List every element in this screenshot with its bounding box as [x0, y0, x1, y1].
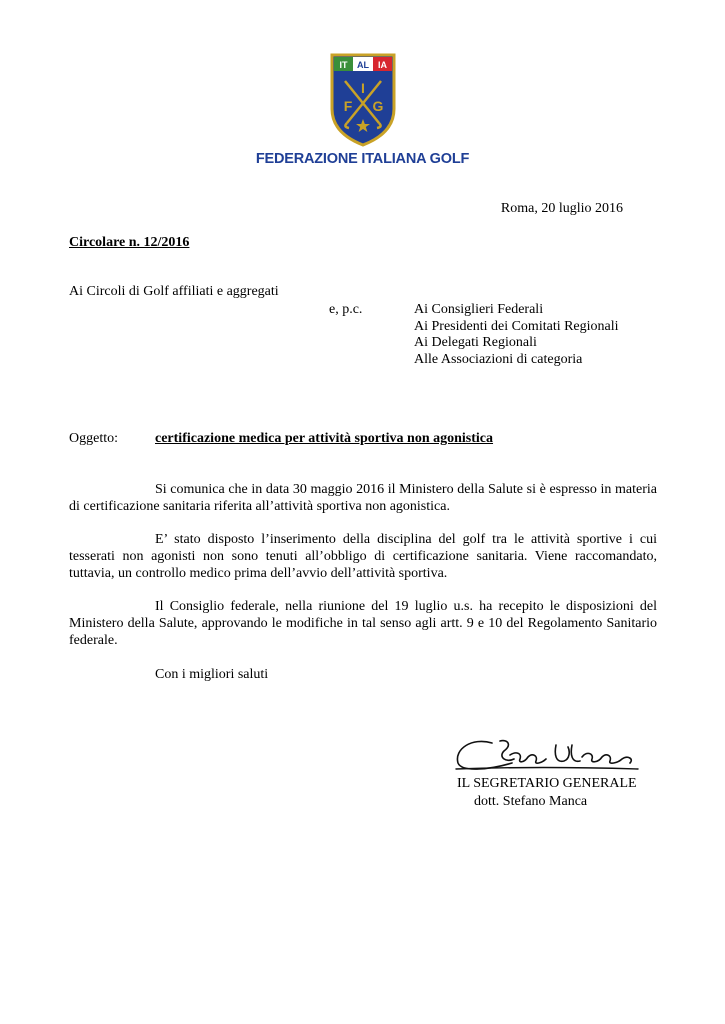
closing-greeting: Con i migliori saluti: [155, 667, 269, 682]
cc-label: e, p.c.: [329, 302, 363, 317]
logo-band-right: IA: [378, 60, 387, 70]
body-paragraph: [69, 531, 657, 582]
fig-logo: [330, 53, 396, 147]
subject-label: Oggetto:: [69, 431, 118, 446]
logo-letter-g: G: [372, 98, 384, 114]
organization-name: FEDERAZIONE ITALIANA GOLF: [255, 151, 470, 167]
place-date: Roma, 20 luglio 2016: [500, 201, 623, 216]
cc-recipient: Ai Consiglieri Federali: [414, 302, 544, 317]
paragraph-text: Si comunica che in data 30 maggio 2016 il Ministero della Salute si è espresso in materia di certificazione sanitaria riferita all’attività sportiva non agonistica.: [69, 482, 657, 514]
body-paragraph: [69, 598, 657, 649]
circular-number: Circolare n. 12/2016: [69, 235, 190, 250]
body-paragraph: [69, 481, 657, 515]
cc-recipient: Ai Delegati Regionali: [414, 335, 537, 350]
logo-letter-f: F: [343, 98, 353, 114]
signatory-name: dott. Stefano Manca: [474, 794, 588, 809]
logo-band-left: IT: [339, 60, 348, 70]
recipient: Ai Circoli di Golf affiliati e aggregati: [69, 284, 279, 299]
subject: certificazione medica per attività sportiva non agonistica: [155, 431, 494, 446]
paragraph-text: E’ stato disposto l’inserimento della disciplina del golf tra le attività sportive i cui tesserati non agonisti non sono tenuti all’obbligo di certificazione sanitaria. Viene raccomandato, tuttavia, un controllo medico prima dell’avvio dell’attività sportiva.: [69, 532, 657, 581]
cc-recipients: [414, 302, 619, 368]
logo-letter-i: I: [361, 80, 365, 96]
paragraph-text: Il Consiglio federale, nella riunione del 19 luglio u.s. ha recepito le disposizioni del Ministero della Salute, approvando le modifiche in tal senso agli artt. 9 e 10 del Regolamento Sanitario federale.: [69, 599, 657, 648]
logo-band-mid: AL: [357, 60, 369, 70]
cc-recipient: Alle Associazioni di categoria: [414, 351, 583, 367]
cc-recipient: Ai Presidenti dei Comitati Regionali: [414, 318, 619, 334]
handwritten-signature: [452, 733, 642, 779]
signatory-title: IL SEGRETARIO GENERALE: [457, 776, 637, 791]
